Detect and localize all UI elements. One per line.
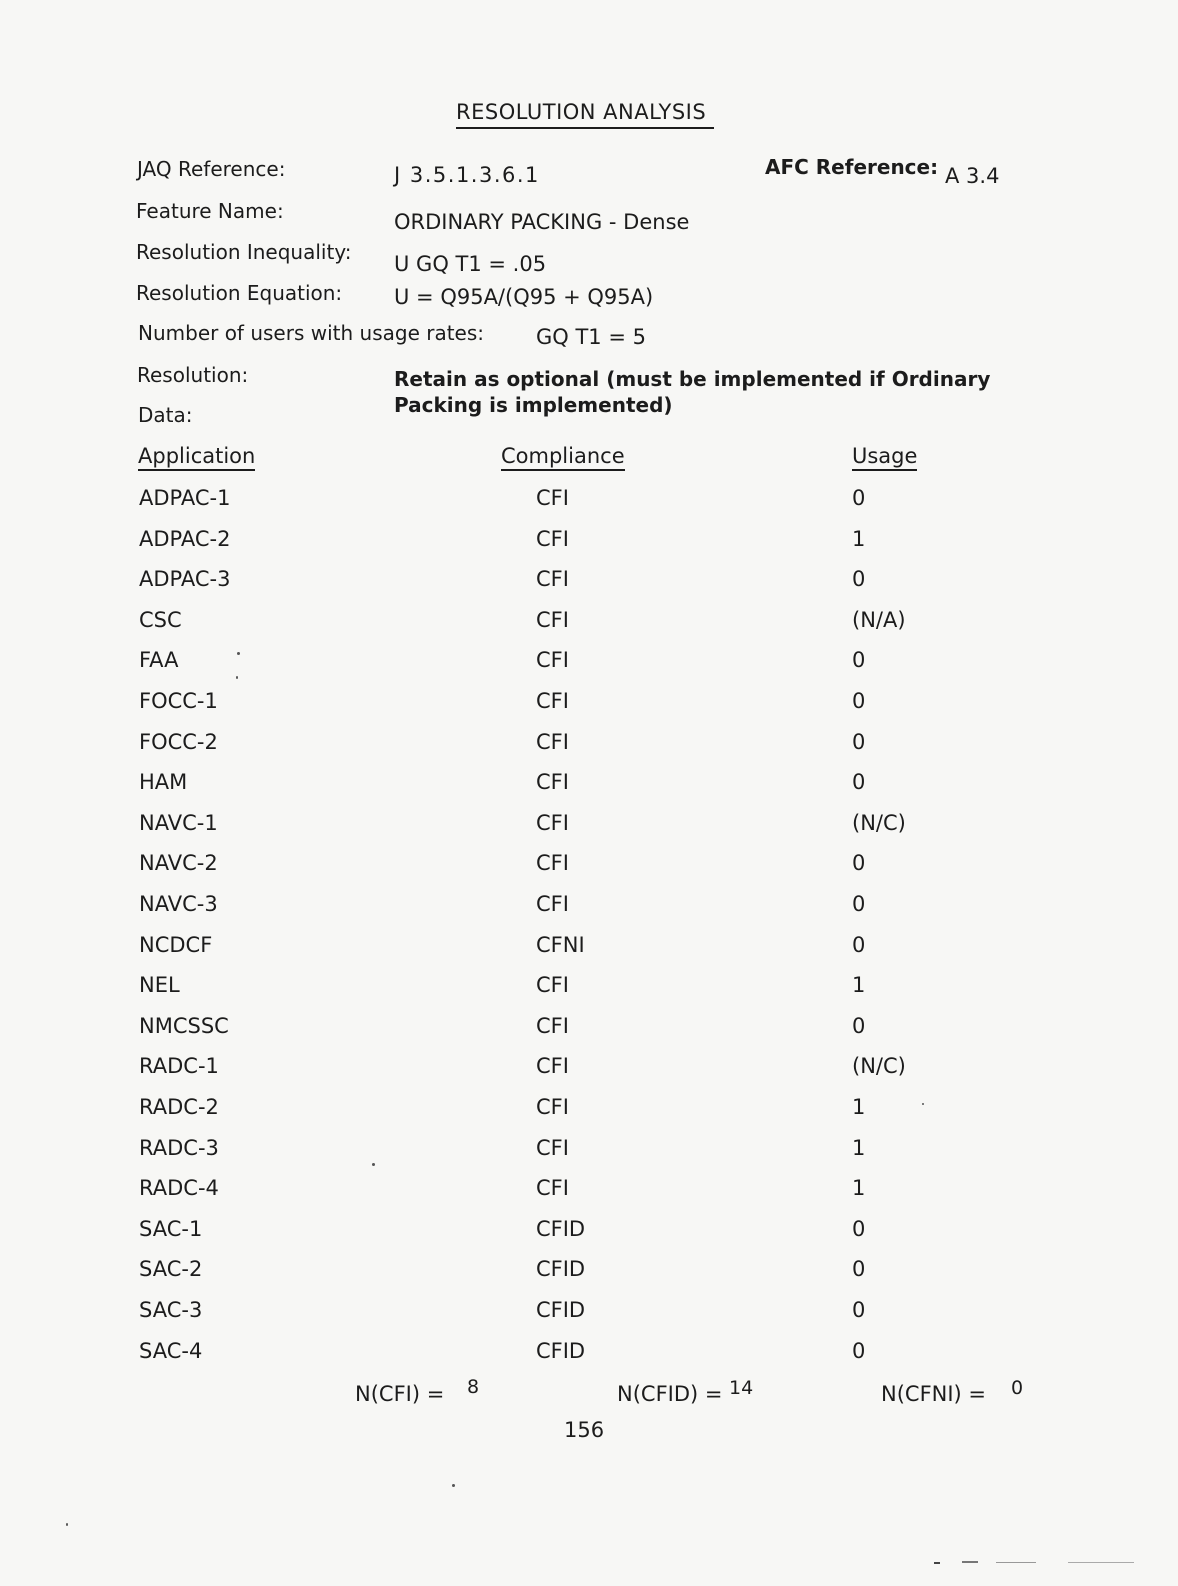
cell-compliance: CFI	[536, 648, 569, 672]
afc-reference-label: AFC Reference:	[765, 155, 939, 179]
cell-compliance: CFI	[536, 770, 569, 794]
cell-application: RADC-1	[139, 1054, 219, 1078]
cell-usage: 0	[852, 933, 866, 957]
resolution-inequality-value: U GQ T1 = .05	[394, 252, 547, 276]
cell-compliance: CFI	[536, 811, 569, 835]
cell-application: SAC-3	[139, 1298, 203, 1322]
cell-application: ADPAC-1	[139, 486, 231, 510]
feature-name-value: ORDINARY PACKING - Dense	[394, 210, 690, 234]
cell-application: FAA	[139, 648, 179, 672]
cell-usage: 0	[852, 1014, 866, 1038]
cell-application: NAVC-2	[139, 851, 218, 875]
column-header-usage: Usage	[852, 443, 917, 471]
cell-application: RADC-2	[139, 1095, 219, 1119]
cell-usage: 1	[852, 973, 866, 997]
cell-usage: 0	[852, 567, 866, 591]
page-title: RESOLUTION ANALYSIS	[456, 98, 714, 129]
cell-application: SAC-1	[139, 1217, 203, 1241]
scan-mark	[1068, 1562, 1134, 1563]
cell-usage: 0	[852, 1339, 866, 1363]
number-of-users-label: Number of users with usage rates:	[138, 321, 485, 345]
cell-application: SAC-4	[139, 1339, 203, 1363]
cell-usage: 1	[852, 1136, 866, 1160]
cell-compliance: CFID	[536, 1339, 586, 1363]
cell-application: ADPAC-3	[139, 567, 231, 591]
cell-compliance: CFI	[536, 1176, 569, 1200]
total-cfni-value: 0	[1011, 1377, 1024, 1399]
cell-usage: 0	[852, 730, 866, 754]
cell-compliance: CFI	[536, 1014, 569, 1038]
cell-application: NCDCF	[139, 933, 213, 957]
resolution-equation-label: Resolution Equation:	[136, 281, 343, 305]
cell-compliance: CFI	[536, 892, 569, 916]
cell-compliance: CFI	[536, 1095, 569, 1119]
cell-compliance: CFID	[536, 1217, 586, 1241]
total-cfi-value: 8	[467, 1376, 480, 1398]
cell-compliance: CFI	[536, 851, 569, 875]
cell-usage: 0	[852, 892, 866, 916]
cell-compliance: CFID	[536, 1298, 586, 1322]
cell-application: NAVC-1	[139, 811, 218, 835]
total-cfid-label: N(CFID) =	[617, 1382, 723, 1406]
page-number: 156	[564, 1418, 605, 1442]
cell-application: NMCSSC	[139, 1014, 229, 1038]
data-label: Data:	[138, 403, 193, 427]
total-cfid-value: 14	[729, 1377, 754, 1399]
cell-application: FOCC-2	[139, 730, 218, 754]
cell-usage: (N/C)	[852, 811, 906, 835]
cell-application: FOCC-1	[139, 689, 218, 713]
resolution-label: Resolution:	[137, 363, 249, 387]
cell-application: CSC	[139, 608, 182, 632]
column-header-application: Application	[138, 443, 255, 471]
cell-usage: 1	[852, 527, 866, 551]
cell-compliance: CFI	[536, 567, 569, 591]
resolution-inequality-label: Resolution Inequality:	[136, 240, 352, 264]
feature-name-label: Feature Name:	[136, 199, 284, 223]
scan-speck	[372, 1163, 375, 1166]
cell-application: RADC-3	[139, 1136, 219, 1160]
scan-mark	[962, 1561, 978, 1563]
cell-application: NEL	[139, 973, 180, 997]
scan-speck	[922, 1103, 924, 1105]
cell-compliance: CFI	[536, 689, 569, 713]
cell-compliance: CFI	[536, 527, 569, 551]
cell-usage: 0	[852, 1217, 866, 1241]
cell-compliance: CFID	[536, 1257, 586, 1281]
cell-usage: 0	[852, 1257, 866, 1281]
column-header-compliance: Compliance	[501, 443, 625, 471]
resolution-value: Retain as optional (must be implemented if Ordinary Packing is implemented)	[394, 367, 991, 417]
jaq-reference-label: JAQ Reference:	[137, 157, 286, 181]
scan-speck	[237, 652, 240, 655]
cell-application: HAM	[139, 770, 188, 794]
cell-compliance: CFNI	[536, 933, 585, 957]
cell-application: RADC-4	[139, 1176, 219, 1200]
scan-mark	[934, 1562, 940, 1564]
scan-speck	[66, 1523, 68, 1526]
cell-usage: 1	[852, 1095, 866, 1119]
cell-usage: (N/A)	[852, 608, 906, 632]
cell-compliance: CFI	[536, 730, 569, 754]
cell-usage: 0	[852, 486, 866, 510]
cell-usage: 0	[852, 648, 866, 672]
cell-usage: 0	[852, 770, 866, 794]
afc-reference-value: A 3.4	[945, 164, 1000, 188]
total-cfi-label: N(CFI) =	[355, 1382, 445, 1406]
cell-compliance: CFI	[536, 973, 569, 997]
cell-compliance: CFI	[536, 608, 569, 632]
scan-mark	[996, 1562, 1036, 1563]
jaq-reference-value: J 3.5.1.3.6.1	[394, 163, 540, 187]
scan-speck	[236, 676, 238, 679]
cell-application: SAC-2	[139, 1257, 203, 1281]
resolution-equation-value: U = Q95A/(Q95 + Q95A)	[394, 285, 654, 309]
cell-usage: 1	[852, 1176, 866, 1200]
cell-compliance: CFI	[536, 1136, 569, 1160]
total-cfni-label: N(CFNI) =	[881, 1382, 987, 1406]
cell-usage: 0	[852, 851, 866, 875]
scan-speck	[452, 1484, 455, 1487]
cell-application: NAVC-3	[139, 892, 218, 916]
cell-usage: 0	[852, 689, 866, 713]
cell-application: ADPAC-2	[139, 527, 231, 551]
cell-compliance: CFI	[536, 1054, 569, 1078]
cell-usage: 0	[852, 1298, 866, 1322]
cell-compliance: CFI	[536, 486, 569, 510]
number-of-users-value: GQ T1 = 5	[536, 325, 646, 349]
cell-usage: (N/C)	[852, 1054, 906, 1078]
